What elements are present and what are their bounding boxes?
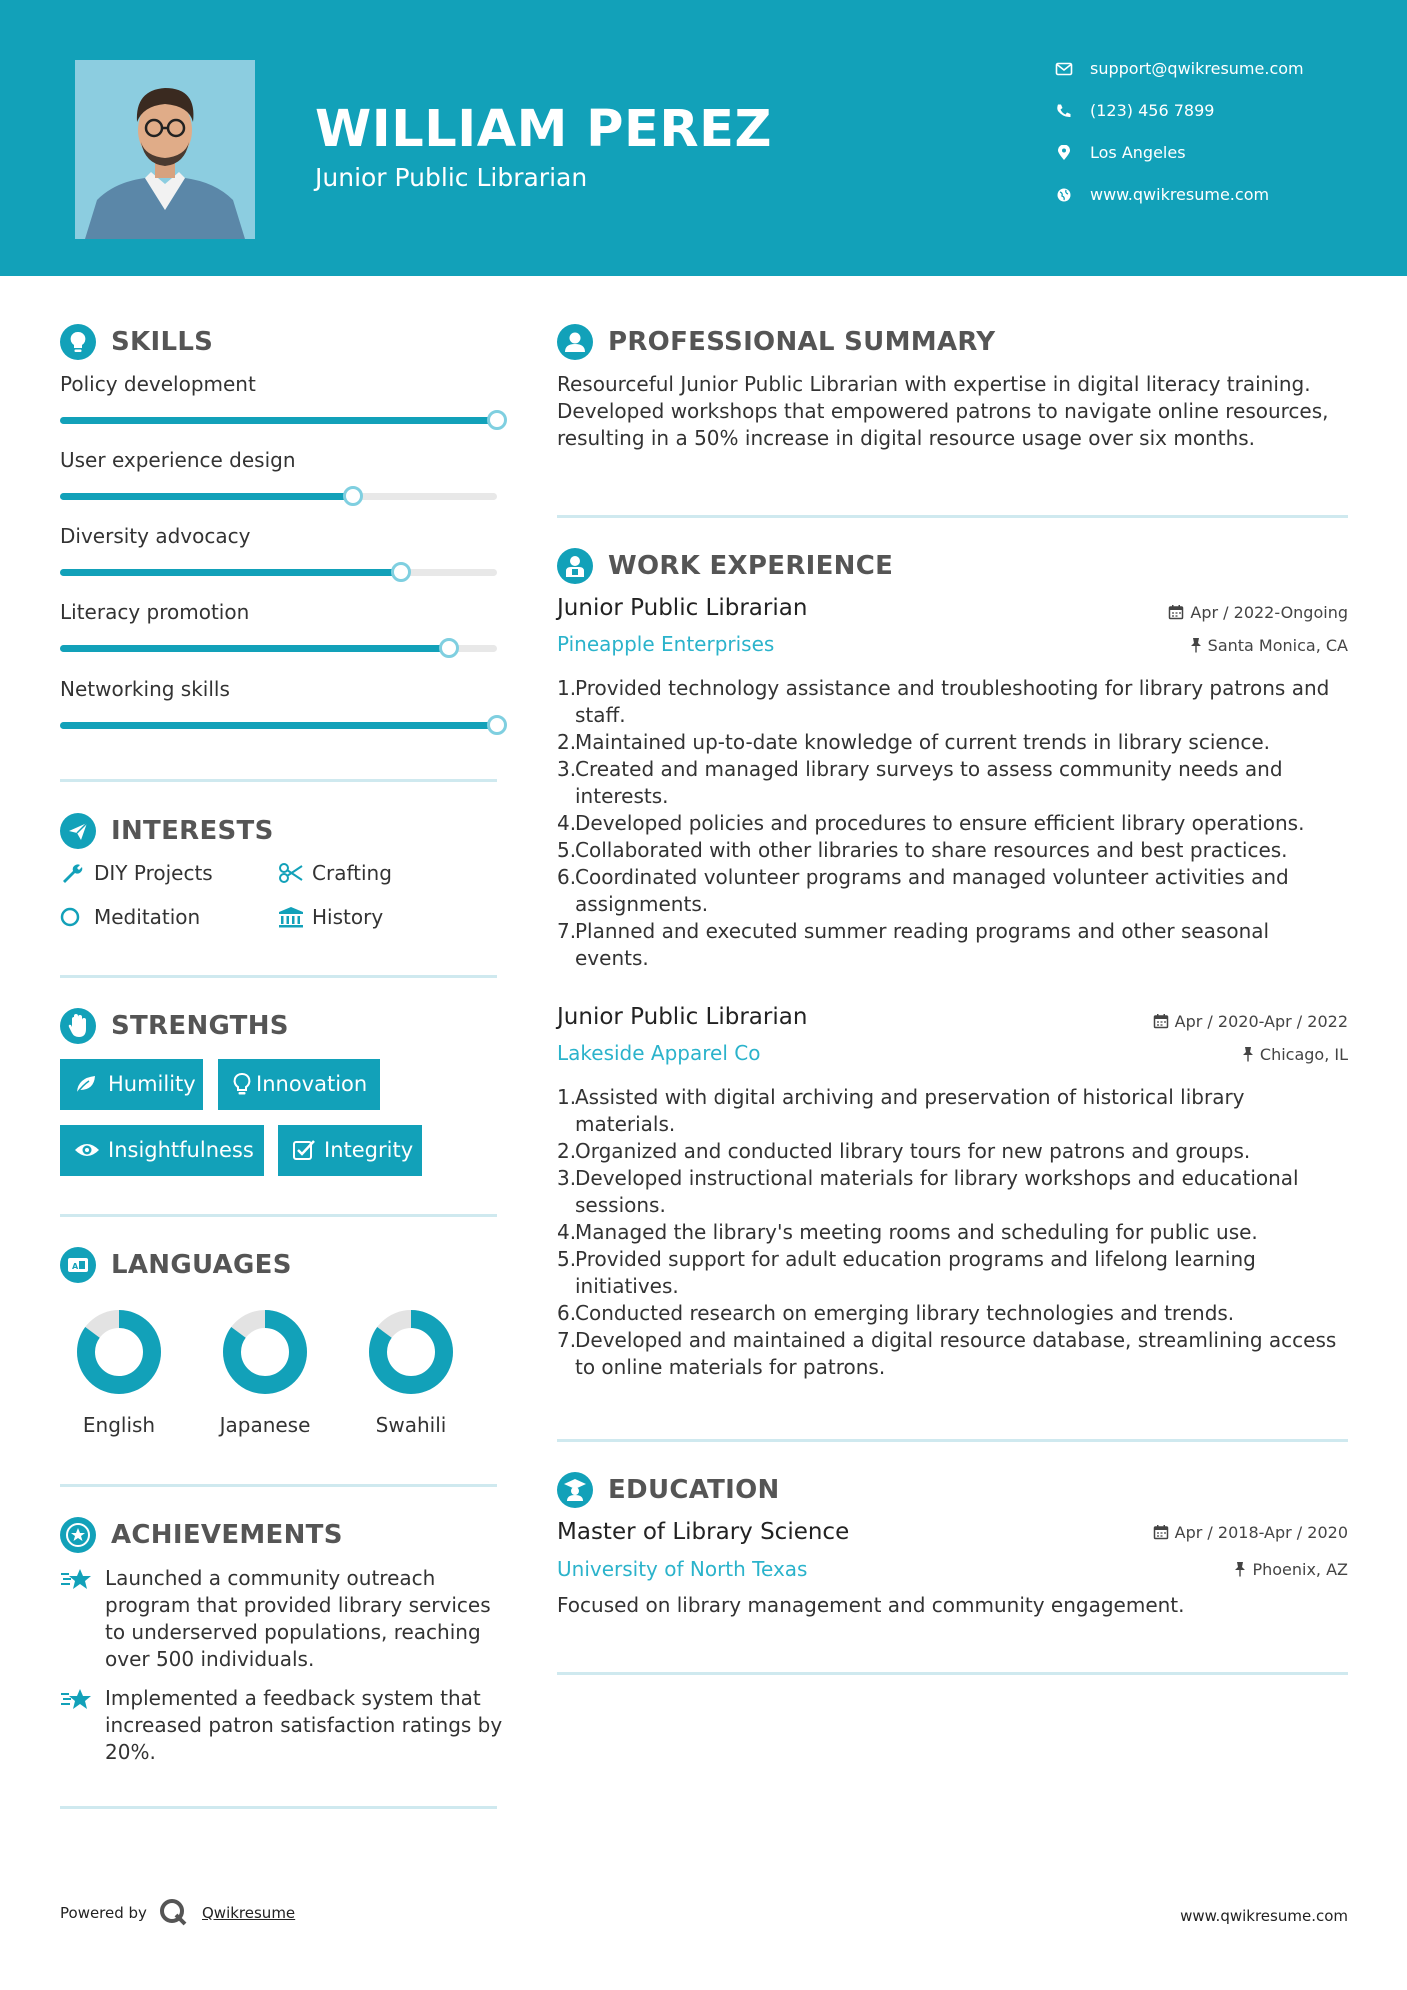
summary-text: Resourceful Junior Public Librarian with expertise in digital literacy training. Developed workshops that empowered patrons to navigate online resources, resulting in a 50% increase in digital resource usage over six months.	[557, 372, 1329, 450]
skill-bar-fill	[60, 493, 353, 500]
skill-bar-fill	[60, 417, 497, 424]
job-bullet: 4. Managed the library's meeting rooms and scheduling for public use.	[557, 1220, 1258, 1244]
skill-bar	[60, 645, 497, 652]
bullet-text: Developed instructional materials for library workshops and educational sessions.	[575, 1166, 1299, 1217]
skill-bar	[60, 722, 497, 729]
pushpin-icon	[1234, 1561, 1246, 1577]
bullet-text: Collaborated with other libraries to share resources and best practices.	[575, 838, 1288, 862]
interest-item	[278, 860, 478, 890]
job-dates	[1153, 1012, 1348, 1031]
leaf-icon	[74, 1072, 98, 1096]
pushpin-icon	[1190, 637, 1202, 653]
bullet-text: Created and managed library surveys to assess community needs and interests.	[575, 757, 1283, 808]
globe-icon	[1055, 187, 1073, 203]
strengths-heading	[60, 1008, 360, 1048]
skill-bar	[60, 569, 497, 576]
skill-bar-fill	[60, 569, 401, 576]
language-donut	[220, 1307, 310, 1397]
shooting-star-icon	[60, 1565, 94, 1595]
user-icon	[557, 324, 593, 360]
skill-label: Diversity advocacy	[60, 524, 251, 548]
strength-label: Integrity	[324, 1138, 414, 1162]
achievement-item	[60, 1685, 503, 1770]
experience-heading	[557, 548, 1157, 588]
language-card-icon	[60, 1247, 96, 1283]
job-bullet: 5. Collaborated with other libraries to share resources and best practices.	[557, 838, 1288, 862]
qwikresume-logo-icon	[158, 1897, 188, 1927]
shooting-star-icon	[60, 1685, 94, 1715]
school-name: University of North Texas	[557, 1557, 808, 1581]
strength-badge	[60, 1059, 203, 1110]
achievements-title: ACHIEVEMENTS	[111, 1520, 343, 1550]
calendar-icon	[1153, 1524, 1169, 1540]
strength-label: Humility	[108, 1072, 196, 1096]
job-dates-text: Apr / 2022-Ongoing	[1190, 603, 1348, 622]
job-bullet: 3. Developed instructional materials for library workshops and educational sessions.	[557, 1166, 1299, 1217]
job-location	[1242, 1045, 1348, 1064]
star-badge-icon	[60, 1517, 96, 1553]
education-dates-text: Apr / 2018-Apr / 2020	[1174, 1523, 1348, 1542]
hand-icon	[60, 1008, 96, 1044]
education-description: Focused on library management and community engagement.	[557, 1593, 1185, 1617]
achievements-heading	[60, 1517, 360, 1557]
calendar-icon	[1153, 1013, 1169, 1029]
education-location	[1234, 1560, 1348, 1579]
company-name: Lakeside Apparel Co	[557, 1041, 761, 1065]
paper-plane-icon	[60, 813, 96, 849]
language-label: Japanese	[219, 1413, 311, 1437]
skill-bar-knob	[487, 715, 507, 735]
bullet-text: Organized and conducted library tours for new patrons and groups.	[575, 1139, 1251, 1163]
skill-label: Policy development	[60, 372, 256, 396]
job-title: Junior Public Librarian	[557, 1004, 808, 1030]
envelope-icon	[1055, 61, 1073, 77]
resume-header	[0, 0, 1407, 276]
contact-website[interactable]	[1055, 183, 1375, 213]
bullet-text: Conducted research on emerging library technologies and trends.	[575, 1301, 1235, 1325]
section-divider	[60, 1806, 497, 1809]
job-bullet: 2. Maintained up-to-date knowledge of current trends in library science.	[557, 730, 1271, 754]
languages-heading	[60, 1247, 360, 1287]
contact-email-text: support@qwikresume.com	[1090, 59, 1304, 78]
degree-title: Master of Library Science	[557, 1519, 850, 1545]
skill-bar-knob	[391, 562, 411, 582]
strength-label: Innovation	[256, 1072, 368, 1096]
section-divider	[60, 975, 497, 978]
bullet-text: Assisted with digital archiving and preservation of historical library materials.	[575, 1085, 1245, 1136]
job-location-text: Santa Monica, CA	[1207, 636, 1348, 655]
section-divider	[557, 1439, 1348, 1442]
education-location-text: Phoenix, AZ	[1252, 1560, 1348, 1579]
location-pin-icon	[1055, 145, 1073, 161]
languages-title: LANGUAGES	[111, 1250, 292, 1280]
education-dates	[1153, 1523, 1348, 1542]
job-dates	[1168, 603, 1348, 622]
contact-location	[1055, 141, 1375, 171]
language-label: Swahili	[375, 1413, 447, 1437]
check-square-icon	[292, 1138, 316, 1162]
job-bullet: 3. Created and managed library surveys to assess community needs and interests.	[557, 757, 1283, 808]
achievement-text: Launched a community outreach program that provided library services to underserved populations, reaching over 500 individuals.	[105, 1566, 491, 1671]
graduate-icon	[557, 1472, 593, 1508]
job-bullet: 5. Provided support for adult education programs and lifelong learning initiatives.	[557, 1247, 1256, 1298]
strengths-title: STRENGTHS	[111, 1011, 289, 1041]
candidate-role: Junior Public Librarian	[315, 163, 588, 192]
pushpin-icon	[1242, 1046, 1254, 1062]
candidate-name: WILLIAM PEREZ	[315, 100, 772, 159]
contact-phone-text: (123) 456 7899	[1090, 101, 1215, 120]
bullet-text: Planned and executed summer reading programs and other seasonal events.	[575, 919, 1270, 970]
summary-heading	[557, 324, 1157, 364]
company-name: Pineapple Enterprises	[557, 632, 775, 656]
scissors-icon	[278, 862, 304, 884]
profile-photo	[75, 60, 255, 239]
interests-title: INTERESTS	[111, 816, 274, 846]
job-title: Junior Public Librarian	[557, 595, 808, 621]
skill-bar-knob	[439, 638, 459, 658]
job-bullet: 6. Conducted research on emerging library technologies and trends.	[557, 1301, 1235, 1325]
skill-label: Networking skills	[60, 677, 230, 701]
section-divider	[60, 779, 497, 782]
lightbulb-icon	[232, 1072, 252, 1096]
bullet-text: Developed policies and procedures to ensure efficient library operations.	[575, 811, 1305, 835]
qwikresume-link[interactable]: Qwikresume	[202, 1904, 296, 1922]
language-label: English	[82, 1413, 156, 1437]
strength-badge	[218, 1059, 380, 1110]
lightbulb-icon	[60, 324, 96, 360]
job-location	[1190, 636, 1348, 655]
footer-website[interactable]: www.qwikresume.com	[1180, 1907, 1348, 1925]
language-donut	[366, 1307, 456, 1397]
job-bullet: 1. Assisted with digital archiving and preservation of historical library materials.	[557, 1085, 1245, 1136]
interest-item	[278, 904, 478, 934]
education-title: EDUCATION	[608, 1475, 780, 1505]
bullet-text: Developed and maintained a digital resource database, streamlining access to online materials for patrons.	[575, 1328, 1337, 1379]
briefcase-user-icon	[557, 548, 593, 584]
section-divider	[60, 1214, 497, 1217]
bullet-text: Maintained up-to-date knowledge of current trends in library science.	[575, 730, 1271, 754]
skill-bar-knob	[487, 410, 507, 430]
education-heading	[557, 1472, 1157, 1512]
powered-by-text: Powered by	[60, 1904, 147, 1922]
skill-label: User experience design	[60, 448, 296, 472]
job-bullet: 7. Planned and executed summer reading programs and other seasonal events.	[557, 919, 1270, 970]
bullet-text: Managed the library's meeting rooms and scheduling for public use.	[575, 1220, 1258, 1244]
job-bullets	[557, 675, 1348, 972]
contact-phone[interactable]	[1055, 99, 1375, 129]
calendar-icon	[1168, 604, 1184, 620]
job-bullets	[557, 1084, 1348, 1381]
achievement-item	[60, 1565, 497, 1675]
eye-icon	[74, 1138, 100, 1162]
interest-item	[60, 860, 260, 890]
section-divider	[557, 1672, 1348, 1675]
bullet-text: Provided support for adult education programs and lifelong learning initiatives.	[575, 1247, 1256, 1298]
interest-label: Crafting	[312, 861, 392, 885]
skill-bar	[60, 417, 497, 424]
interests-heading	[60, 813, 360, 853]
job-dates-text: Apr / 2020-Apr / 2022	[1174, 1012, 1348, 1031]
contact-email[interactable]	[1055, 57, 1375, 87]
circle-icon	[60, 906, 84, 928]
interest-item	[60, 904, 260, 934]
phone-icon	[1055, 103, 1073, 119]
interest-label: Meditation	[94, 905, 201, 929]
achievement-text: Implemented a feedback system that increased patron satisfaction ratings by 20%.	[105, 1686, 503, 1764]
skill-bar-fill	[60, 722, 497, 729]
skill-bar-knob	[343, 486, 363, 506]
job-bullet: 1. Provided technology assistance and troubleshooting for library patrons and staff.	[557, 676, 1330, 727]
experience-title: WORK EXPERIENCE	[608, 551, 894, 581]
section-divider	[557, 515, 1348, 518]
wrench-icon	[60, 862, 84, 884]
job-bullet: 4. Developed policies and procedures to ensure efficient library operations.	[557, 811, 1305, 835]
job-bullet: 6. Coordinated volunteer programs and managed volunteer activities and assignments.	[557, 865, 1289, 916]
bullet-text: Coordinated volunteer programs and managed volunteer activities and assignments.	[575, 865, 1289, 916]
bullet-text: Provided technology assistance and troubleshooting for library patrons and staff.	[575, 676, 1330, 727]
interest-label: History	[312, 905, 384, 929]
job-location-text: Chicago, IL	[1259, 1045, 1348, 1064]
skill-bar	[60, 493, 497, 500]
language-donut	[74, 1307, 164, 1397]
contact-website-text: www.qwikresume.com	[1090, 185, 1270, 204]
job-bullet: 7. Developed and maintained a digital resource database, streamlining access to online materials for patrons.	[557, 1328, 1337, 1379]
section-divider	[60, 1484, 497, 1487]
skill-bar-fill	[60, 645, 449, 652]
museum-icon	[278, 906, 304, 928]
skill-label: Literacy promotion	[60, 600, 250, 624]
skills-title: SKILLS	[111, 327, 214, 357]
svg-text:A: A	[72, 1262, 79, 1271]
skills-heading	[60, 324, 360, 364]
job-bullet: 2. Organized and conducted library tours for new patrons and groups.	[557, 1139, 1251, 1163]
summary-title: PROFESSIONAL SUMMARY	[608, 327, 996, 357]
strength-label: Insightfulness	[108, 1138, 254, 1162]
contact-location-text: Los Angeles	[1090, 143, 1186, 162]
interest-label: DIY Projects	[94, 861, 213, 885]
strength-badge	[60, 1125, 264, 1176]
strength-badge	[278, 1125, 422, 1176]
